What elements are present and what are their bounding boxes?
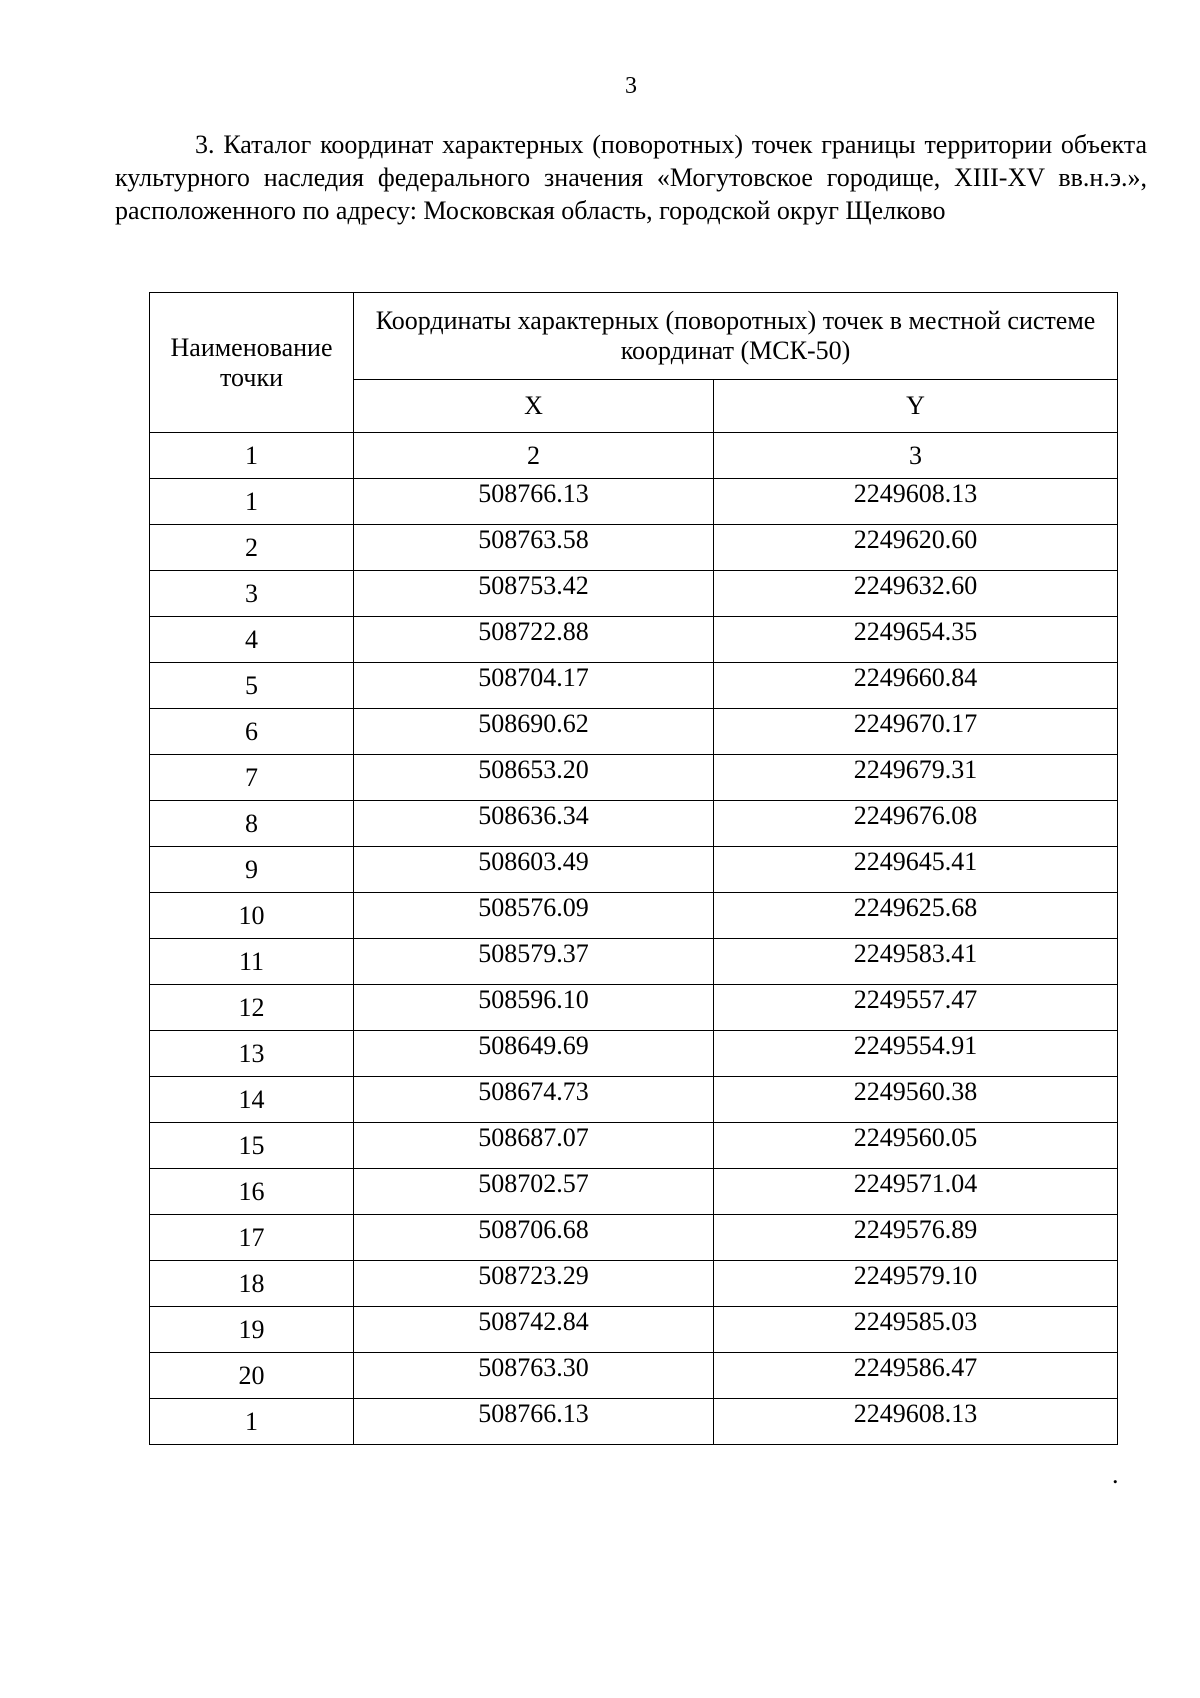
header-point-name: Наименование точки xyxy=(150,293,354,433)
y-coordinate-cell: 2249676.08 xyxy=(714,801,1118,847)
column-number-row xyxy=(150,433,1118,479)
point-name-cell: 16 xyxy=(150,1169,354,1215)
point-name-cell: 5 xyxy=(150,663,354,709)
y-coordinate-cell: 2249670.17 xyxy=(714,709,1118,755)
y-coordinate-cell: 2249645.41 xyxy=(714,847,1118,893)
x-coordinate-cell: 508702.57 xyxy=(354,1169,714,1215)
y-coordinate-cell: 2249585.03 xyxy=(714,1307,1118,1353)
x-coordinate-cell: 508674.73 xyxy=(354,1077,714,1123)
y-coordinate-cell: 2249586.47 xyxy=(714,1353,1118,1399)
header-y: Y xyxy=(714,380,1118,433)
y-coordinate-cell: 2249660.84 xyxy=(714,663,1118,709)
column-number: 3 xyxy=(714,433,1118,479)
x-coordinate-cell: 508742.84 xyxy=(354,1307,714,1353)
y-coordinate-cell: 2249557.47 xyxy=(714,985,1118,1031)
x-coordinate-cell: 508706.68 xyxy=(354,1215,714,1261)
y-coordinate-cell: 2249654.35 xyxy=(714,617,1118,663)
x-coordinate-cell: 508763.58 xyxy=(354,525,714,571)
x-coordinate-cell: 508603.49 xyxy=(354,847,714,893)
point-name-cell: 11 xyxy=(150,939,354,985)
table-row xyxy=(150,801,1118,847)
y-coordinate-cell: 2249560.38 xyxy=(714,1077,1118,1123)
point-name-cell: 1 xyxy=(150,479,354,525)
y-coordinate-cell: 2249579.10 xyxy=(714,1261,1118,1307)
table-row xyxy=(150,985,1118,1031)
table-row xyxy=(150,1077,1118,1123)
x-coordinate-cell: 508579.37 xyxy=(354,939,714,985)
table-row xyxy=(150,617,1118,663)
column-number: 1 xyxy=(150,433,354,479)
y-coordinate-cell: 2249560.05 xyxy=(714,1123,1118,1169)
x-coordinate-cell: 508653.20 xyxy=(354,755,714,801)
point-name-cell: 8 xyxy=(150,801,354,847)
table-row xyxy=(150,1215,1118,1261)
table-row xyxy=(150,1399,1118,1445)
page-number: 3 xyxy=(625,73,637,99)
coordinates-table-body xyxy=(150,293,1118,1445)
point-name-cell: 18 xyxy=(150,1261,354,1307)
table-row xyxy=(150,709,1118,755)
point-name-cell: 9 xyxy=(150,847,354,893)
section-heading: 3. Каталог координат характерных (поворотных) точек границы территории объекта культурного наследия федерального значения «Могутовское городище, XIII-XV вв.н.э.», расположенного по адресу: Московская область, городской округ Щелково xyxy=(115,130,1147,225)
y-coordinate-cell: 2249620.60 xyxy=(714,525,1118,571)
y-coordinate-cell: 2249571.04 xyxy=(714,1169,1118,1215)
x-coordinate-cell: 508636.34 xyxy=(354,801,714,847)
header-x: X xyxy=(354,380,714,433)
table-header-row xyxy=(150,293,1118,380)
y-coordinate-cell: 2249608.13 xyxy=(714,1399,1118,1445)
table-row xyxy=(150,1307,1118,1353)
x-coordinate-cell: 508690.62 xyxy=(354,709,714,755)
table-row xyxy=(150,847,1118,893)
table-row xyxy=(150,1123,1118,1169)
table-row xyxy=(150,1031,1118,1077)
y-coordinate-cell: 2249679.31 xyxy=(714,755,1118,801)
table-row xyxy=(150,939,1118,985)
point-name-cell: 20 xyxy=(150,1353,354,1399)
point-name-cell: 1 xyxy=(150,1399,354,1445)
point-name-cell: 3 xyxy=(150,571,354,617)
x-coordinate-cell: 508766.13 xyxy=(354,1399,714,1445)
x-coordinate-cell: 508596.10 xyxy=(354,985,714,1031)
point-name-cell: 15 xyxy=(150,1123,354,1169)
table-row xyxy=(150,1353,1118,1399)
y-coordinate-cell: 2249608.13 xyxy=(714,479,1118,525)
coordinates-table xyxy=(149,292,1118,1445)
x-coordinate-cell: 508722.88 xyxy=(354,617,714,663)
table-row xyxy=(150,479,1118,525)
table-row xyxy=(150,893,1118,939)
x-coordinate-cell: 508649.69 xyxy=(354,1031,714,1077)
point-name-cell: 19 xyxy=(150,1307,354,1353)
table-row xyxy=(150,1261,1118,1307)
x-coordinate-cell: 508763.30 xyxy=(354,1353,714,1399)
point-name-cell: 6 xyxy=(150,709,354,755)
point-name-cell: 13 xyxy=(150,1031,354,1077)
column-number: 2 xyxy=(354,433,714,479)
point-name-cell: 17 xyxy=(150,1215,354,1261)
point-name-cell: 7 xyxy=(150,755,354,801)
y-coordinate-cell: 2249576.89 xyxy=(714,1215,1118,1261)
header-coordinates: Координаты характерных (поворотных) точек в местной системе координат (МСК-50) xyxy=(354,293,1118,380)
table-row xyxy=(150,663,1118,709)
point-name-cell: 4 xyxy=(150,617,354,663)
x-coordinate-cell: 508766.13 xyxy=(354,479,714,525)
trailing-mark: . xyxy=(1112,1460,1119,1489)
table-row xyxy=(150,755,1118,801)
point-name-cell: 14 xyxy=(150,1077,354,1123)
x-coordinate-cell: 508687.07 xyxy=(354,1123,714,1169)
table-row xyxy=(150,571,1118,617)
x-coordinate-cell: 508576.09 xyxy=(354,893,714,939)
y-coordinate-cell: 2249632.60 xyxy=(714,571,1118,617)
y-coordinate-cell: 2249625.68 xyxy=(714,893,1118,939)
x-coordinate-cell: 508723.29 xyxy=(354,1261,714,1307)
x-coordinate-cell: 508704.17 xyxy=(354,663,714,709)
table-row xyxy=(150,525,1118,571)
point-name-cell: 10 xyxy=(150,893,354,939)
y-coordinate-cell: 2249554.91 xyxy=(714,1031,1118,1077)
table-row xyxy=(150,1169,1118,1215)
point-name-cell: 12 xyxy=(150,985,354,1031)
point-name-cell: 2 xyxy=(150,525,354,571)
x-coordinate-cell: 508753.42 xyxy=(354,571,714,617)
y-coordinate-cell: 2249583.41 xyxy=(714,939,1118,985)
